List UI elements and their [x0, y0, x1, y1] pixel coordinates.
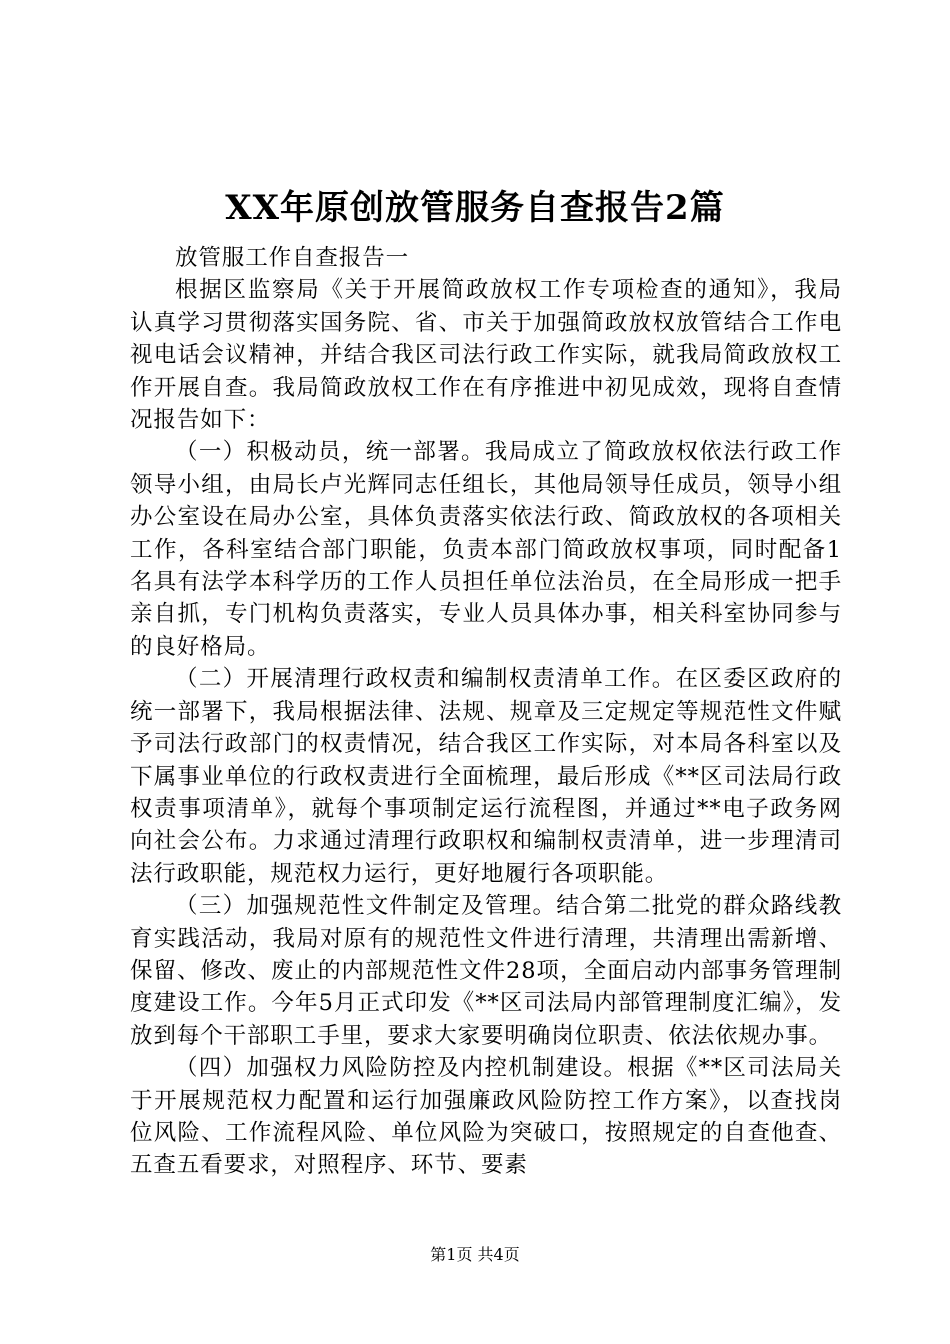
section-heading: 放管服工作自查报告一	[175, 245, 410, 271]
paragraph: 根据区监察局《关于开展简政放权工作专项检查的通知》，我局认真学习贯彻落实国务院、省、市关于加强简政放权放管结合工作电视电话会议精神，并结合我区司法行政工作实际，就我局简政放权工作开展自查。我局简政放权工作在有序推进中初见成效，现将自查情况报告如下：	[130, 277, 842, 434]
paragraph: （三）加强规范性文件制定及管理。结合第二批党的群众路线教育实践活动，我局对原有的规范性文件进行清理，共清理出需新增、保留、修改、废止的内部规范性文件28项，全面启动内部事务管理制度建设工作。今年5月正式印发《**区司法局内部管理制度汇编》，发放到每个干部职工手里，要求大家要明确岗位职责、依法依规办事。	[130, 893, 842, 1049]
page-footer: 第1页 共4页	[430, 1245, 520, 1264]
document-body	[130, 242, 842, 1182]
document-title: XX年原创放管服务自查报告2篇	[225, 188, 725, 228]
paragraph: （四）加强权力风险防控及内控机制建设。根据《**区司法局关于开展规范权力配置和运行加强廉政风险防控工作方案》，以查找岗位风险、工作流程风险、单位风险为突破口，按照规定的自查他查、五查五看要求，对照程序、环节、要素	[130, 1055, 842, 1179]
paragraph: （二）开展清理行政权责和编制权责清单工作。在区委区政府的统一部署下，我局根据法律、法规、规章及三定规定等规范性文件赋予司法行政部门的权责情况，结合我区工作实际，对本局各科室以及下属事业单位的行政权责进行全面梳理，最后形成《**区司法局行政权责事项清单》，就每个事项制定运行流程图，并通过**电子政务网向社会公布。力求通过清理行政职权和编制权责清单，进一步理清司法行政职能，规范权力运行，更好地履行各项职能。	[130, 666, 842, 887]
paragraph: （一）积极动员，统一部署。我局成立了简政放权依法行政工作领导小组，由局长卢光辉同志任组长，其他局领导任成员，领导小组办公室设在局办公室，具体负责落实依法行政、简政放权的各项相关工作，各科室结合部门职能，负责本部门简政放权事项，同时配备1名具有法学本科学历的工作人员担任单位法治员，在全局形成一把手亲自抓，专门机构负责落实，专业人员具体办事，相关科室协同参与的良好格局。	[130, 439, 842, 660]
